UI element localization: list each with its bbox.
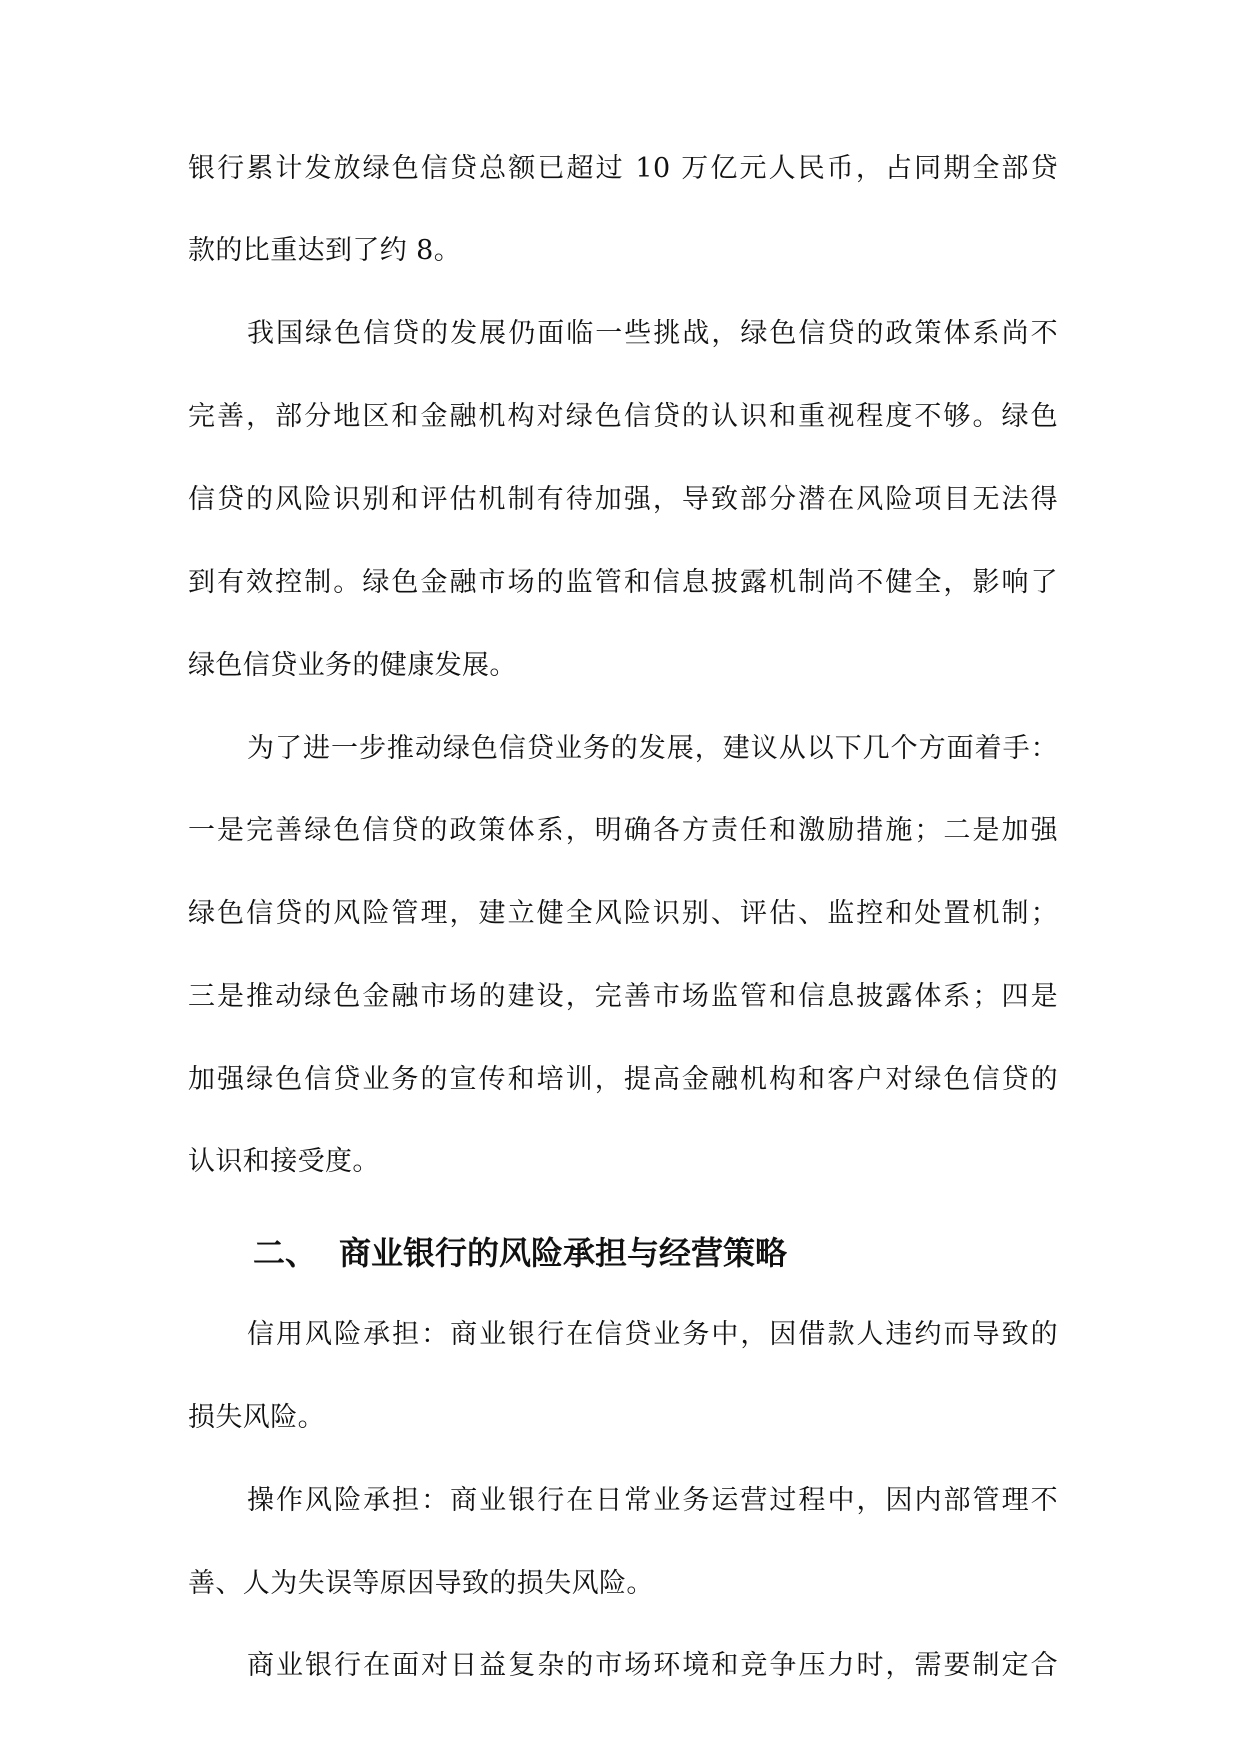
paragraph-line: 操作风险承担：商业银行在日常业务运营过程中，因内部管理不 bbox=[247, 1485, 1058, 1516]
paragraph-line: 商业银行在面对日益复杂的市场环境和竞争压力时，需要制定合 bbox=[247, 1650, 1058, 1681]
paragraph-line: 善、人为失误等原因导致的损失风险。 bbox=[188, 1568, 654, 1599]
paragraph-line: 一是完善绿色信贷的政策体系，明确各方责任和激励措施；二是加强 bbox=[188, 815, 1058, 846]
paragraph-line: 损失风险。 bbox=[188, 1402, 325, 1433]
paragraph-line: 加强绿色信贷业务的宣传和培训，提高金融机构和客户对绿色信贷的 bbox=[188, 1064, 1058, 1095]
section-number: 二、 bbox=[253, 1234, 318, 1272]
paragraph-line: 银行累计发放绿色信贷总额已超过 10 万亿元人民币，占同期全部贷 bbox=[188, 153, 1058, 184]
paragraph-line: 三是推动绿色金融市场的建设，完善市场监管和信息披露体系；四是 bbox=[188, 981, 1058, 1012]
paragraph-line: 绿色信贷的风险管理，建立健全风险识别、评估、监控和处置机制； bbox=[188, 898, 1058, 929]
paragraph-line: 款的比重达到了约 8。 bbox=[188, 235, 462, 266]
paragraph-line: 信贷的风险识别和评估机制有待加强，导致部分潜在风险项目无法得 bbox=[188, 484, 1058, 515]
section-title: 商业银行的风险承担与经营策略 bbox=[339, 1234, 788, 1272]
paragraph-line: 到有效控制。绿色金融市场的监管和信息披露机制尚不健全，影响了 bbox=[188, 567, 1058, 598]
section-heading bbox=[253, 1232, 787, 1274]
paragraph-line: 信用风险承担：商业银行在信贷业务中，因借款人违约而导致的 bbox=[247, 1319, 1058, 1350]
paragraph-line: 认识和接受度。 bbox=[188, 1146, 380, 1177]
paragraph-line: 完善，部分地区和金融机构对绿色信贷的认识和重视程度不够。绿色 bbox=[188, 401, 1058, 432]
paragraph-line: 我国绿色信贷的发展仍面临一些挑战，绿色信贷的政策体系尚不 bbox=[247, 318, 1058, 349]
paragraph-line: 为了进一步推动绿色信贷业务的发展，建议从以下几个方面着手： bbox=[247, 733, 1058, 764]
paragraph-line: 绿色信贷业务的健康发展。 bbox=[188, 650, 517, 681]
